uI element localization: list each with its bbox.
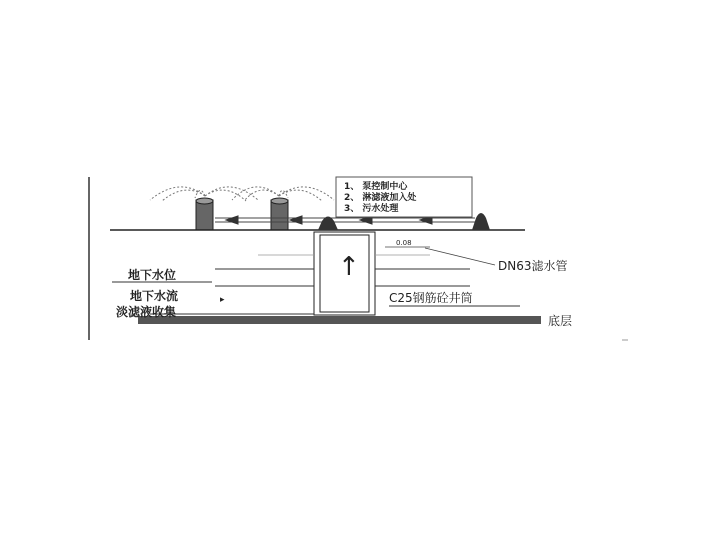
- label-leachate-collection: 淡滤液收集: [116, 305, 177, 319]
- label-bottom-layer: 底层: [548, 314, 573, 328]
- label-groundwater-level: 地下水位: [128, 268, 177, 282]
- legend-line-1: 1、 泵控制中心: [344, 182, 408, 192]
- label-groundwater-flow: 地下水流: [130, 289, 179, 303]
- flow-arrow-icon: ▸: [220, 295, 225, 305]
- elevation-mark: 0.08: [396, 239, 412, 247]
- legend-line-3: 3、 污水处理: [344, 204, 399, 214]
- legend-line-2: 2、 淋滤液加入处: [344, 193, 417, 203]
- label-well-casing: C25钢筋砼井筒: [389, 291, 473, 305]
- sprinkler-head-right-top: [271, 198, 288, 204]
- pump-icon-left: [318, 217, 338, 231]
- filter-pipe-leader: [425, 248, 495, 265]
- label-filter-pipe: DN63滤水管: [498, 259, 568, 273]
- sprinkler-head-left-top: [196, 198, 213, 204]
- well-up-arrow: ↑: [338, 252, 360, 282]
- bottom-layer-bar: [138, 316, 541, 324]
